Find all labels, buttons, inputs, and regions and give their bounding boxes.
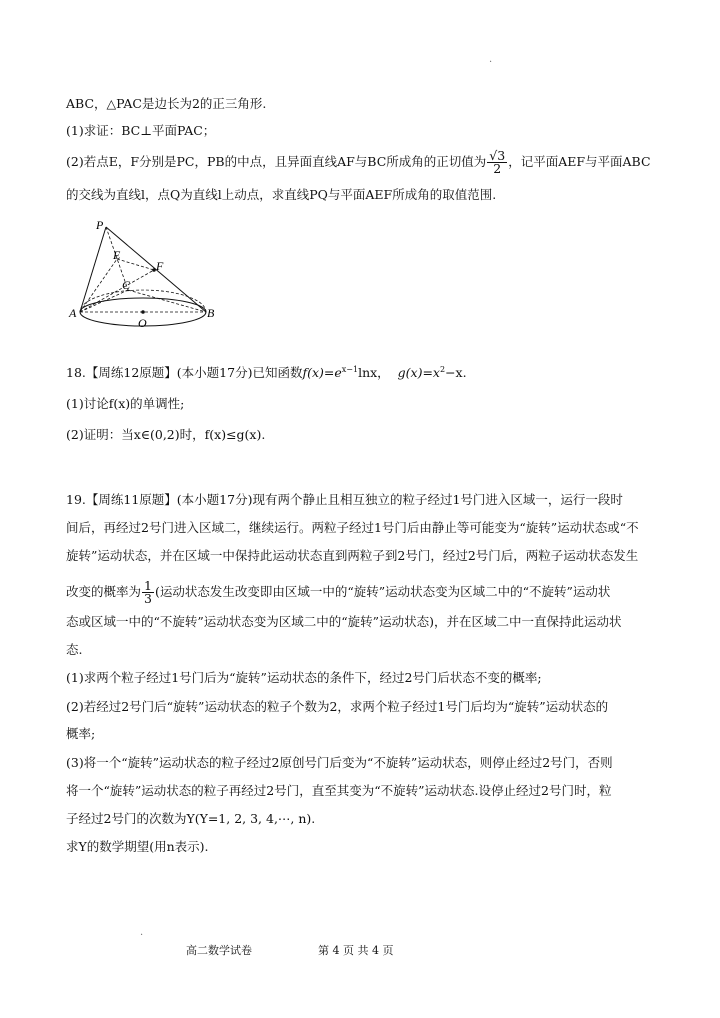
footer-dot: · — [140, 930, 144, 941]
p17-fraction — [487, 150, 507, 175]
p17-frac-den: 2 — [493, 161, 502, 176]
p19-frac-num: 1 — [144, 578, 152, 593]
label-O: O — [138, 316, 147, 330]
p17-part1: (1)求证：BC⊥平面PAC； — [66, 123, 216, 138]
edge-EF — [117, 259, 154, 270]
p19-part3-d: 求Y的数学期望(用n表示). — [66, 839, 209, 854]
edge-CB — [128, 290, 206, 312]
edge-AC — [80, 290, 128, 312]
p19-line3: 旋转”运动状态，并在区域一中保持此运动状态直到两粒子到2号门，经过2号门后，两粒子运动状态发生 — [66, 548, 639, 563]
p17-intro: ABC，△PAC是边长为2的正三角形. — [66, 96, 267, 111]
p18-heading: 18.【周练12原题】(本小题17分)已知函数 — [66, 365, 303, 380]
p17-frac-num: √3 — [489, 148, 506, 163]
p19-fraction — [142, 580, 154, 605]
p18-g-def: g(x)=x — [397, 365, 440, 380]
p19-line4-a: 改变的概率为 — [66, 584, 142, 599]
p17-part2-c: 的交线为直线l，点Q为直线l上动点，求直线PQ与平面AEF所成角的取值范围. — [66, 187, 497, 202]
edge-AE — [80, 259, 117, 312]
p19-line5: 态或区域一中的“不旋转”运动状态变为区域二中的“旋转”运动状态)，并在区域二中一直保持此运动状 — [66, 614, 622, 629]
point-O — [141, 310, 145, 314]
p17-part2-line1 — [66, 150, 651, 175]
p18-part2: (2)证明：当x∈(0,2)时，f(x)≤g(x). — [66, 427, 266, 442]
footer-page: 第 4 页 共 4 页 — [318, 944, 394, 957]
p18-part1: (1)讨论f(x)的单调性; — [66, 396, 185, 411]
p18-f-rest: lnx， — [358, 365, 390, 380]
label-P: P — [96, 218, 104, 232]
p18-f-exponent: x−1 — [341, 365, 359, 374]
label-A: A — [69, 306, 77, 320]
p19-part3-c: 子经过2号门的次数为Y(Y=1, 2, 3, 4,⋯, n). — [66, 811, 316, 826]
label-B: B — [207, 306, 215, 320]
p19-line1: 19.【周练11原题】(本小题17分)现有两个静止且相互独立的粒子经过1号门进入区域一，运行一段时 — [66, 492, 623, 507]
label-F: F — [156, 259, 164, 273]
p17-part2-b: ，记平面AEF与平面ABC — [508, 154, 651, 169]
p19-line4-b: (运动状态发生改变即由区域一中的“旋转”运动状态变为区域二中的“不旋转”运动状 — [154, 584, 611, 599]
p18-g-exponent: 2 — [439, 365, 446, 374]
p19-part1: (1)求两个粒子经过1号门后为“旋转”运动状态的条件下，经过2号门后状态不变的概率; — [66, 670, 542, 685]
footer-course: 高二数学试卷 — [186, 944, 252, 957]
p19-part2-b: 概率; — [66, 726, 96, 741]
p19-line2: 间后，再经过2号门进入区域二，继续运行。两粒子经过1号门后由静止等可能变为“旋转”运动状态或“不 — [66, 520, 639, 535]
label-E: E — [113, 248, 121, 262]
p18-heading-line — [66, 365, 467, 381]
scan-dot: · — [489, 57, 493, 68]
p19-part2-a: (2)若经过2号门后“旋转”运动状态的粒子个数为2，求两个粒子经过1号门后均为“旋转”运动状态的 — [66, 699, 609, 714]
p19-line6: 态. — [66, 642, 83, 657]
p19-part3-a: (3)将一个“旋转”运动状态的粒子经过2原创号门后变为“不旋转”运动状态，则停止经过2号门，否则 — [66, 755, 613, 770]
p17-part2-a: (2)若点E，F分别是PC，PB的中点，且异面直线AF与BC所成角的正切值为 — [66, 154, 487, 169]
p19-frac-den: 3 — [144, 591, 152, 606]
p18-f-def: f(x)=e — [302, 365, 342, 380]
label-C: C — [122, 278, 131, 292]
p19-part3-b: 将一个“旋转”运动状态的粒子再经过2号门，直至其变为“不旋转”运动状态.设停止经过2号门时，粒 — [66, 783, 612, 798]
p18-g-rest: −x. — [445, 365, 467, 380]
geometry-figure — [66, 215, 226, 335]
p19-line4 — [66, 580, 610, 605]
